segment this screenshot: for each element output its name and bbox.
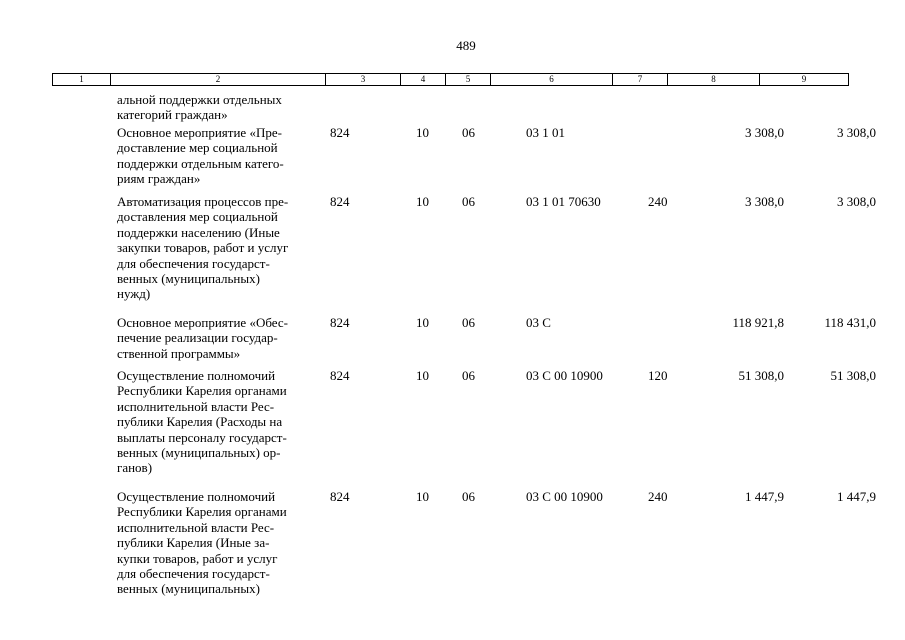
row-description-line: Осуществление полномочий <box>117 368 276 383</box>
row-column-7: 240 <box>648 489 668 504</box>
column-header-1: 1 <box>53 74 111 86</box>
row-column-9: 3 308,0 <box>837 194 876 209</box>
row-column-5: 06 <box>462 368 475 383</box>
row-description-line: для обеспечения государст- <box>117 255 270 271</box>
column-header-4: 4 <box>401 74 446 86</box>
row-column-3: 824 <box>330 194 350 209</box>
row-description-line: выплаты персоналу государст- <box>117 429 287 445</box>
row-description-line: для обеспечения государст- <box>117 566 270 581</box>
column-header-7: 7 <box>613 74 668 86</box>
column-header-3: 3 <box>326 74 401 86</box>
row-description-line: публики Карелия (Расходы на <box>117 414 283 430</box>
row-column-6: 03 С 00 10900 <box>526 489 603 504</box>
row-column-4: 10 <box>416 125 429 140</box>
row-column-9: 51 308,0 <box>830 368 876 383</box>
column-header-8: 8 <box>668 74 760 86</box>
row-description-line: Республики Карелия органами <box>117 383 287 399</box>
row-description-line: публики Карелия (Иные за- <box>117 535 270 551</box>
row-column-8: 3 308,0 <box>745 194 784 209</box>
row-column-9: 118 431,0 <box>824 315 876 330</box>
row-column-5: 06 <box>462 194 475 209</box>
row-column-9: 3 308,0 <box>837 125 876 140</box>
row-column-3: 824 <box>330 368 350 383</box>
row-description-line: доставления мер социальной <box>117 209 278 225</box>
row-description-line: исполнительной власти Рес- <box>117 519 275 535</box>
row-column-4: 10 <box>416 315 429 330</box>
row-description-line: нужд) <box>117 286 151 302</box>
row-description-line: категорий граждан» <box>117 107 228 123</box>
page-number: 489 <box>456 38 476 53</box>
row-description-line: Осуществление полномочий <box>117 489 276 504</box>
row-description-line: поддержки отдельным катего- <box>117 155 284 171</box>
row-column-3: 824 <box>330 315 350 330</box>
row-description-line: альной поддержки отдельных <box>117 92 282 107</box>
row-column-5: 06 <box>462 315 475 330</box>
row-column-7: 120 <box>648 368 668 383</box>
row-column-5: 06 <box>462 125 475 140</box>
row-description-line: поддержки населению (Иные <box>117 224 280 240</box>
row-column-3: 824 <box>330 489 350 504</box>
row-column-4: 10 <box>416 194 429 209</box>
row-description-line: венных (муниципальных) ор- <box>117 445 281 460</box>
row-column-9: 1 447,9 <box>837 489 876 504</box>
row-description-line: купки товаров, работ и услуг <box>117 550 278 566</box>
row-description-line: Основное мероприятие «Пре- <box>117 125 282 140</box>
row-column-6: 03 С <box>526 315 551 330</box>
row-column-6: 03 С 00 10900 <box>526 368 603 383</box>
row-column-7: 240 <box>648 194 668 209</box>
row-column-4: 10 <box>416 489 429 504</box>
row-description-line: исполнительной власти Рес- <box>117 398 275 414</box>
row-description-line: ганов) <box>117 460 153 476</box>
row-column-8: 3 308,0 <box>745 125 784 140</box>
column-header-9: 9 <box>760 74 849 86</box>
row-description-line: венных (муниципальных) <box>117 271 260 286</box>
row-description-line: ственной программы» <box>117 345 241 361</box>
column-header-6: 6 <box>491 74 613 86</box>
row-description-line: Республики Карелия органами <box>117 504 287 520</box>
row-description-line: риям граждан» <box>117 171 201 187</box>
row-description-line: Автоматизация процессов пре- <box>117 194 289 209</box>
row-column-8: 51 308,0 <box>738 368 784 383</box>
row-description-line: печение реализации государ- <box>117 330 278 346</box>
row-column-6: 03 1 01 <box>526 125 565 140</box>
row-column-8: 118 921,8 <box>732 315 784 330</box>
row-column-3: 824 <box>330 125 350 140</box>
column-header-5: 5 <box>446 74 491 86</box>
row-column-4: 10 <box>416 368 429 383</box>
row-description-line: Основное мероприятие «Обес- <box>117 315 288 330</box>
column-header-2: 2 <box>111 74 326 86</box>
row-column-6: 03 1 01 70630 <box>526 194 601 209</box>
row-column-8: 1 447,9 <box>745 489 784 504</box>
row-description-line: закупки товаров, работ и услуг <box>117 240 289 256</box>
row-description-line: венных (муниципальных) <box>117 581 260 597</box>
row-column-5: 06 <box>462 489 475 504</box>
row-description-line: доставление мер социальной <box>117 140 278 156</box>
